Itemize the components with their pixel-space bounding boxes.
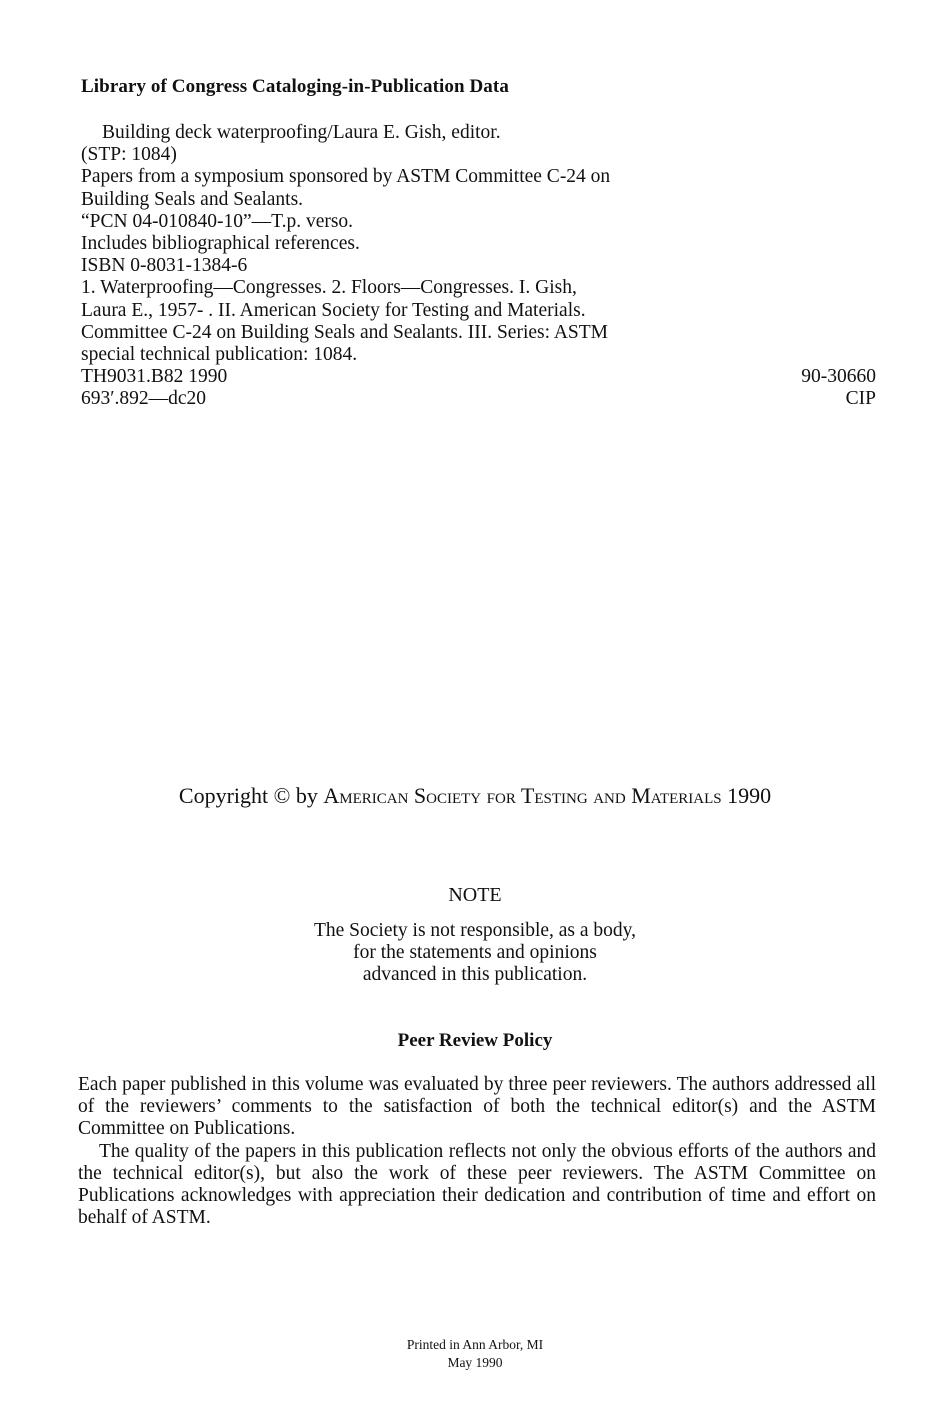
dewey-number: 693′.892—dc20: [81, 388, 207, 410]
cip-note-line: Building Seals and Sealants.: [81, 188, 304, 210]
copyright-prefix: Copyright © by: [178, 783, 318, 808]
cip-label: CIP: [845, 388, 876, 410]
peer-review-paragraph: The quality of the papers in this publication reflects not only the obvious efforts of the authors and the technical editor(s), but also the work of these peer reviewers. The ASTM Committee on Publications acknowledges with appreciation their dedication and contribution of time and effort on behalf of ASTM.: [78, 1140, 876, 1229]
peer-review-paragraph: Each paper published in this volume was evaluated by three peer reviewers. The authors addressed all of the reviewers’ comments to the satisfaction of both the technical editor(s) and the ASTM Committee on Publications.: [78, 1074, 876, 1140]
cip-note-line: Papers from a symposium sponsored by ASTM Committee C-24 on: [81, 166, 611, 188]
call-number: TH9031.B82 1990: [81, 366, 228, 388]
cip-subjects-line: Committee C-24 on Building Seals and Sealants. III. Series: ASTM: [81, 321, 608, 343]
cip-heading: Library of Congress Cataloging-in-Publication Data: [81, 76, 509, 97]
copyright-year: 1990: [727, 783, 772, 808]
cip-subjects-line: Laura E., 1957- . II. American Society for Testing and Materials.: [81, 299, 586, 321]
printing-info: [0, 1336, 950, 1372]
cip-bibliography-line: Includes bibliographical references.: [81, 232, 360, 254]
cip-record: [81, 122, 876, 410]
cip-series-line: (STP: 1084): [81, 144, 177, 166]
printed-location: Printed in Ann Arbor, MI: [406, 1337, 544, 1352]
cip-title-line: Building deck waterproofing/Laura E. Gish, editor.: [102, 122, 501, 143]
cip-classification-row: [81, 388, 876, 410]
cip-subjects-line: special technical publication: 1084.: [81, 343, 358, 365]
cip-subjects-line: 1. Waterproofing—Congresses. 2. Floors—Congresses. I. Gish,: [81, 277, 577, 299]
note-title: NOTE: [448, 884, 502, 906]
cip-isbn-line: ISBN 0-8031-1384-6: [81, 255, 248, 277]
lccn: 90-30660: [801, 366, 876, 388]
note-line: for the statements and opinions: [353, 942, 597, 963]
cip-call-number-row: [81, 366, 876, 388]
note-line: The Society is not responsible, as a body,: [313, 920, 637, 941]
cip-pcn-line: “PCN 04-010840-10”—T.p. verso.: [81, 210, 354, 232]
peer-review-body: [78, 1074, 876, 1229]
peer-review-title: Peer Review Policy: [397, 1030, 553, 1051]
note-line: advanced in this publication.: [362, 964, 588, 985]
note-body: [0, 920, 950, 986]
copyright-publisher: American Society for Testing and Materials: [323, 783, 722, 808]
copyright-line: [0, 783, 950, 809]
printed-date: May 1990: [447, 1355, 503, 1370]
